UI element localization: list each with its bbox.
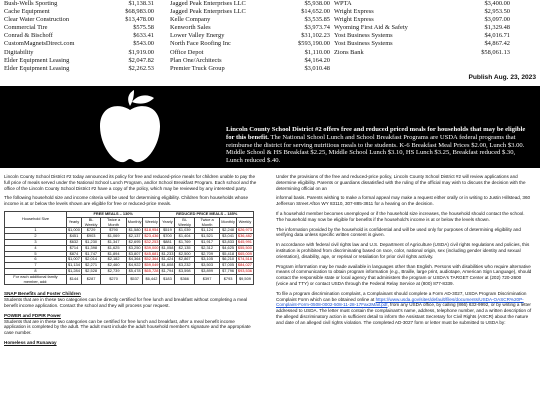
table-cell: $2,248 — [220, 228, 237, 234]
table-cell: $1,284 — [67, 267, 80, 273]
vendor-row — [170, 49, 330, 57]
vendor-row — [4, 16, 154, 24]
col-header: Twice a Month — [101, 217, 126, 228]
apple-icon — [96, 90, 164, 164]
vendor-name: Yost Business Systems — [334, 32, 393, 40]
appeal-paragraph: informal basis. Parents wishing to make a formal appeal may make a request either orally or in writing to Justin Hillstead, 360 Jefferson Street Afton WY 83110, 307-885-3811 for a hearing on the decision. — [276, 195, 531, 207]
col-header: Weekly — [143, 217, 160, 228]
table-row-additional — [5, 274, 254, 285]
table-cell: $2,695 — [126, 239, 143, 245]
table-cell: 6 — [5, 257, 67, 263]
vendor-row — [334, 49, 510, 57]
table-cell: $183 — [160, 274, 175, 285]
table-cell: $1,404 — [175, 234, 194, 240]
table-cell: $1,134 — [67, 262, 80, 268]
unemployment-paragraph: If a household member becomes unemployed or if the household size increases, the household should contact the school. The household may now be eligible for benefits if the household's income is at or below the levels shown. — [276, 210, 525, 222]
vendor-amount: $3,010.48 — [304, 64, 330, 72]
vendor-amount: $1,110.00 — [304, 48, 330, 56]
col-header: Monthly — [126, 217, 143, 228]
table-cell: $2,739 — [101, 268, 126, 274]
table-cell: $1,521 — [194, 234, 219, 240]
table-cell: $23,436 — [144, 233, 159, 239]
table-cell: $790 — [101, 228, 126, 234]
table-cell: $2,867 — [175, 257, 194, 263]
review-paragraph: Under the provisions of the free and reduced-price policy, Lincoln County School District #2 will review applications and determine eligibility. Parents or guardians dissatisfied with the ruling of the official may wish to discuss the decision with the determining official on an — [276, 174, 526, 191]
table-cell: $3,232 — [175, 263, 194, 269]
vendor-amount: $3,535.85 — [304, 16, 330, 24]
table-cell: $1,769 — [175, 239, 194, 245]
vendor-column-1 — [4, 0, 154, 73]
table-cell: 3 — [5, 239, 67, 245]
vendor-name: Elder Equipment Leasing — [4, 56, 70, 64]
banner-body: The National School Lunch and School Breakfast Programs are USDA federal programs that reimburse the district for serving nutritious meals to the students. K-6 Breakfast Meal Prices $2.00, Lunch $3.00. Middle School & HS Breakfast $2.25, Middle School Lunch $3.10, HS Lunch $3.25, Breakfast reduced $.30, Lunch reduced $.40. — [226, 133, 525, 165]
table-cell: $714 — [66, 245, 81, 251]
vendor-amount: $4,164.20 — [304, 56, 330, 64]
vendor-row — [170, 65, 330, 73]
vendor-row — [334, 32, 510, 40]
vendor-row — [4, 0, 154, 8]
table-cell: $18,954 — [144, 227, 159, 233]
vendor-name: WPTA — [334, 0, 352, 7]
table-cell: $84,027 — [237, 262, 252, 268]
table-cell: $537 — [126, 274, 143, 285]
table-cell: $632 — [66, 239, 81, 245]
table-cell: $1,000 — [67, 227, 80, 233]
vendor-amount: $1,138.31 — [128, 0, 154, 7]
table-cell: $4,364 — [126, 257, 143, 263]
banner-headline: Lincoln County School District #2 offers free and reduced priced meals for households that may be eligible for this benefit. — [226, 126, 526, 141]
col-header: Yearly — [160, 217, 175, 228]
vendor-amount: $3,973.74 — [304, 24, 330, 32]
table-cell: $2,500 — [175, 251, 194, 257]
table-cell: $45,681 — [144, 250, 159, 256]
table-cell: $1,069 — [101, 234, 126, 240]
table-cell: $52,364 — [144, 256, 159, 262]
table-cell: $26,973 — [237, 227, 252, 233]
table-cell: 8 — [5, 268, 67, 274]
vendor-amount: $5,938.00 — [304, 0, 330, 7]
table-cell: $874 — [66, 251, 81, 257]
vendor-amount: $4,016.71 — [484, 32, 510, 40]
vendor-amount: $3,097.00 — [484, 16, 510, 24]
vendor-row — [170, 57, 330, 65]
vendor-amount: $13,478.00 — [125, 16, 154, 24]
table-cell: $3,503 — [194, 263, 219, 269]
criteria-paragraph: The following household size and income criteria will be used for determining eligibility. Children from households whose income is at or below the levels shown are eligible for free or reduced-price meals. — [4, 195, 249, 207]
table-cell: $7,796 — [220, 268, 237, 274]
table-cell: $366 — [175, 274, 194, 285]
vendor-row — [4, 24, 154, 32]
table-cell: $6,442 — [143, 274, 160, 285]
table-cell: 4 — [5, 245, 67, 251]
table-cell: $1,917 — [194, 239, 219, 245]
table-cell: $45,991 — [237, 238, 252, 244]
vendor-name: Jagged Peak Enterprises LLC — [170, 0, 246, 7]
vendor-amount: $14,652.00 — [301, 8, 330, 16]
vendor-name: Office Depot — [170, 48, 204, 56]
table-cell: $1,625 — [101, 245, 126, 251]
vendor-amount: $3,400.00 — [484, 0, 510, 7]
vendor-column-3 — [334, 0, 510, 57]
section-heading-power: POWER and FDPIR Power — [4, 312, 61, 318]
additional-member-label: For each additional family member, add: — [5, 274, 67, 285]
table-cell: $144 — [66, 274, 81, 285]
vendor-row — [170, 24, 330, 32]
vendor-row — [334, 24, 510, 32]
vendor-name: Bush-Wells Sporting — [4, 0, 58, 7]
meal-program-banner — [0, 86, 540, 168]
banner-text — [226, 126, 526, 165]
vendor-amount: $593,190.00 — [298, 40, 330, 48]
vendor-row — [334, 0, 510, 8]
table-cell: $3,105 — [194, 257, 219, 263]
col-header: Weekly — [236, 217, 253, 228]
table-cell: $397 — [194, 274, 219, 285]
table-cell: $74,518 — [237, 256, 252, 262]
table-cell: $903 — [81, 234, 100, 240]
table-cell: $6,210 — [220, 257, 237, 263]
vendor-amount: $2,953.50 — [484, 8, 510, 16]
table-cell: $2,014 — [81, 257, 100, 263]
section-heading-homeless: Homeless and Runaway — [4, 339, 57, 345]
table-cell: $4,922 — [126, 263, 143, 269]
table-cell: $287 — [81, 274, 100, 285]
vendor-amount: $1,919.00 — [128, 48, 154, 56]
table-cell: $1,007 — [67, 256, 80, 262]
table-cell: $9,509 — [236, 274, 253, 285]
vendor-row — [4, 40, 154, 48]
vendor-row — [4, 65, 154, 73]
vendor-amount: $575.58 — [133, 24, 154, 32]
vendor-name: Wyoming First Aid & Safety — [334, 24, 408, 32]
vendor-name: Yost Business Systems — [334, 40, 393, 48]
vendor-row — [334, 16, 510, 24]
table-cell: $729 — [81, 228, 100, 234]
vendor-name: North Face Roofing Inc — [170, 40, 231, 48]
vendor-row — [4, 32, 154, 40]
col-header: Bi-Weekly — [81, 217, 100, 228]
vendor-name: Conrad & Bischoff — [4, 32, 53, 40]
vendor-amount: $543.00 — [133, 40, 154, 48]
table-cell: $4,625 — [220, 245, 237, 251]
vendor-row — [170, 0, 330, 8]
vendor-amount: $2,262.53 — [128, 64, 154, 72]
table-cell: $2,135 — [175, 245, 194, 251]
section-heading-snap: SNAP Benefits and Foster Children — [4, 291, 81, 297]
complaint-paragraph: To file a program discrimination complaint, a Complainant should complete a Form AD-3027, USDA Program Discrimination Complaint Form which can be obtained online at https://www.usda.gov/sites/default/files/documents/USDA-OASCR%20P-Complaint-Form-0508-0002-508-11-28-17Fax2Mail.pdf, from any USDA office, by calling (866) 632-9992, or by writing a letter addressed to USDA. The letter must contain the complainant's name, address, telephone number, and a written description of the alleged discriminatory action in sufficient detail to inform the Assistant Secretary for Civil Rights (ASCR) about the nature and date of an alleged civil rights violation. The completed AD-3027 form or letter must be submitted to USDA by: — [276, 290, 532, 325]
vendor-name: Digitability — [4, 48, 34, 56]
col-header: Twice a Month — [194, 217, 219, 228]
vendor-column-2 — [170, 0, 330, 73]
table-cell: $519 — [160, 228, 175, 234]
vendor-amount: $68,983.00 — [125, 8, 154, 16]
vendor-row — [170, 40, 330, 48]
group-free-meals: FREE MEALS – 130% — [66, 211, 160, 217]
table-cell: 7 — [5, 263, 67, 269]
table-cell: $3,899 — [194, 268, 219, 274]
policy-paragraph: Lincoln County School District #2 today announced its policy for free and reduced-price meals for children unable to pay the full price of meals served under the National School Lunch Program, and/or School Breakfast Program. Each school and the office of the Lincoln County School District #2 have a copy of the policy, which may be reviewed by any interested party. — [4, 174, 257, 191]
table-cell: $7,005 — [220, 263, 237, 269]
table-cell: $700 — [160, 234, 175, 240]
vendor-amount: $31,102.23 — [301, 32, 330, 40]
table-cell: $1,039 — [175, 228, 194, 234]
vendor-row — [334, 8, 510, 16]
vendor-name: Cache Equipment — [4, 8, 50, 16]
vendor-row — [4, 8, 154, 16]
vendor-name: Wright Express — [334, 8, 374, 16]
complaint-form-link[interactable]: https://www.usda.gov/sites/default/files/documents/USDA-OASCR%20P-Complaint-Form-0508-0002-508-11-28-17Fax2Mail.pdf — [276, 296, 524, 308]
vendor-name: Wright Express — [334, 16, 374, 24]
group-reduced-meals: REDUCED PRICE MEALS – 185% — [160, 211, 254, 217]
table-cell: $793 — [220, 274, 237, 285]
table-cell: $59,049 — [144, 262, 159, 268]
language-paragraph: Program information may be made available in languages other than English. Persons with disabilities who require alternative means of communication to obtain program information (e.g., Braille, large print, audiotape, American Sign Language), should contact the responsible state or local agency that administers the program or USDA's TARGET Center at (202) 720-2600 (voice and TTY) or contact USDA through the Federal Relay Service at (800) 877-8339. — [276, 263, 532, 286]
table-cell: $36,482 — [237, 233, 252, 239]
vendor-payment-list — [4, 0, 536, 84]
vendor-name: Kelle Company — [170, 16, 211, 24]
table-cell: $2,137 — [126, 234, 143, 240]
table-cell: $2,312 — [194, 245, 219, 251]
table-cell: $1,230 — [81, 239, 100, 245]
table-cell: $1,424 — [161, 256, 174, 262]
col-header: Monthly — [220, 217, 237, 228]
table-cell: $1,124 — [194, 228, 219, 234]
vendor-name: Plan One/Architects — [170, 56, 222, 64]
table-cell: $2,271 — [81, 263, 100, 269]
vendor-amount: $2,047.82 — [128, 56, 154, 64]
table-cell: $1,347 — [101, 239, 126, 245]
vendor-name: Commercial Tire — [4, 24, 48, 32]
table-cell: $3,833 — [220, 239, 237, 245]
col-header: Bi-Weekly — [175, 217, 194, 228]
vendor-row — [170, 8, 330, 16]
table-cell: $1,233 — [161, 250, 174, 256]
confidential-paragraph: The information provided by the household is confidential and will be used only for purposes of determining eligibility and verifying data unless specific written consent is given. — [276, 226, 521, 238]
snap-paragraph: Students that are in these two categories can be directly certified for free lunch and breakfast without completing a meal benefit income application. Contact the school and they will process your request. — [4, 297, 248, 308]
table-cell: 5 — [5, 251, 67, 257]
vendor-name: Premier Truck Group — [170, 64, 225, 72]
publish-date: Publish Aug. 23, 2023 — [468, 74, 536, 81]
vendor-name: Kenworth Sales — [170, 24, 211, 32]
table-cell: $1,058 — [161, 244, 174, 250]
col-header: Yearly — [66, 217, 81, 228]
table-cell: $5,478 — [126, 268, 143, 274]
vendor-name: Lower Valley Energy — [170, 32, 225, 40]
table-cell: $3,807 — [126, 251, 143, 257]
income-guidelines-table — [4, 211, 254, 285]
vendor-name: Zions Bank — [334, 48, 364, 56]
table-cell: $1,894 — [101, 251, 126, 257]
table-cell: $93,536 — [237, 267, 252, 273]
table-cell: $5,418 — [220, 251, 237, 257]
right-column — [276, 174, 532, 330]
table-cell: $1,794 — [161, 267, 174, 273]
table-cell: $65,009 — [237, 250, 252, 256]
table-cell: $270 — [101, 274, 126, 285]
table-cell: $2,182 — [101, 257, 126, 263]
vendor-amount: $633.41 — [133, 32, 154, 40]
table-cell: $451 — [66, 234, 81, 240]
vendor-amount: $4,867.42 — [484, 40, 510, 48]
table-cell: $1,398 — [81, 245, 100, 251]
vendor-row — [334, 40, 510, 48]
table-cell: $2,528 — [81, 268, 100, 274]
vendor-name: Jagged Peak Enterprises LLC — [170, 8, 246, 16]
vendor-row — [170, 32, 330, 40]
table-cell: $39,000 — [144, 244, 159, 250]
vendor-amount: $1,329.48 — [484, 24, 510, 32]
table-cell: $3,041 — [220, 234, 237, 240]
left-column — [4, 174, 258, 346]
table-cell: $3,598 — [175, 268, 194, 274]
table-cell: $1,747 — [81, 251, 100, 257]
vendor-name: Elder Equipment Leasing — [4, 64, 70, 72]
power-paragraph: Students that are in these two categories can be certified for free lunch and breakfast, after a meal benefit income application is completed by the adult. The adult must include the adult household member's signature and the appropriate case number. — [4, 318, 251, 336]
table-cell: 2 — [5, 234, 67, 240]
table-cell: $2,460 — [101, 263, 126, 269]
table-cell: $1,608 — [161, 262, 174, 268]
table-cell: $3,250 — [126, 245, 143, 251]
table-cell: $881 — [160, 239, 175, 245]
table-cell: $32,253 — [144, 238, 159, 244]
vendor-row — [4, 57, 154, 65]
civil-rights-paragraph: In accordance with federal civil rights law and U.S. Department of Agriculture (USDA) civil rights regulations and policies, this institution is prohibited from discriminating based on race, color, national origin, sex (including gender identity and sexual orientation), disability, age, or reprisal or retaliation for prior civil rights activity. — [276, 242, 530, 259]
vendor-row — [4, 49, 154, 57]
table-cell: $1,580 — [126, 228, 143, 234]
vendor-row — [170, 16, 330, 24]
table-cell: $65,728 — [144, 267, 159, 273]
table-cell: $2,709 — [194, 251, 219, 257]
col-household-size: Household Size — [5, 211, 67, 227]
vendor-name: Clear Water Construction — [4, 16, 70, 24]
table-cell: $55,500 — [237, 244, 252, 250]
table-cell: 1 — [5, 228, 67, 234]
vendor-name: CustomMagnetsDirect.com — [4, 40, 75, 48]
vendor-amount: $58,061.13 — [481, 48, 510, 56]
